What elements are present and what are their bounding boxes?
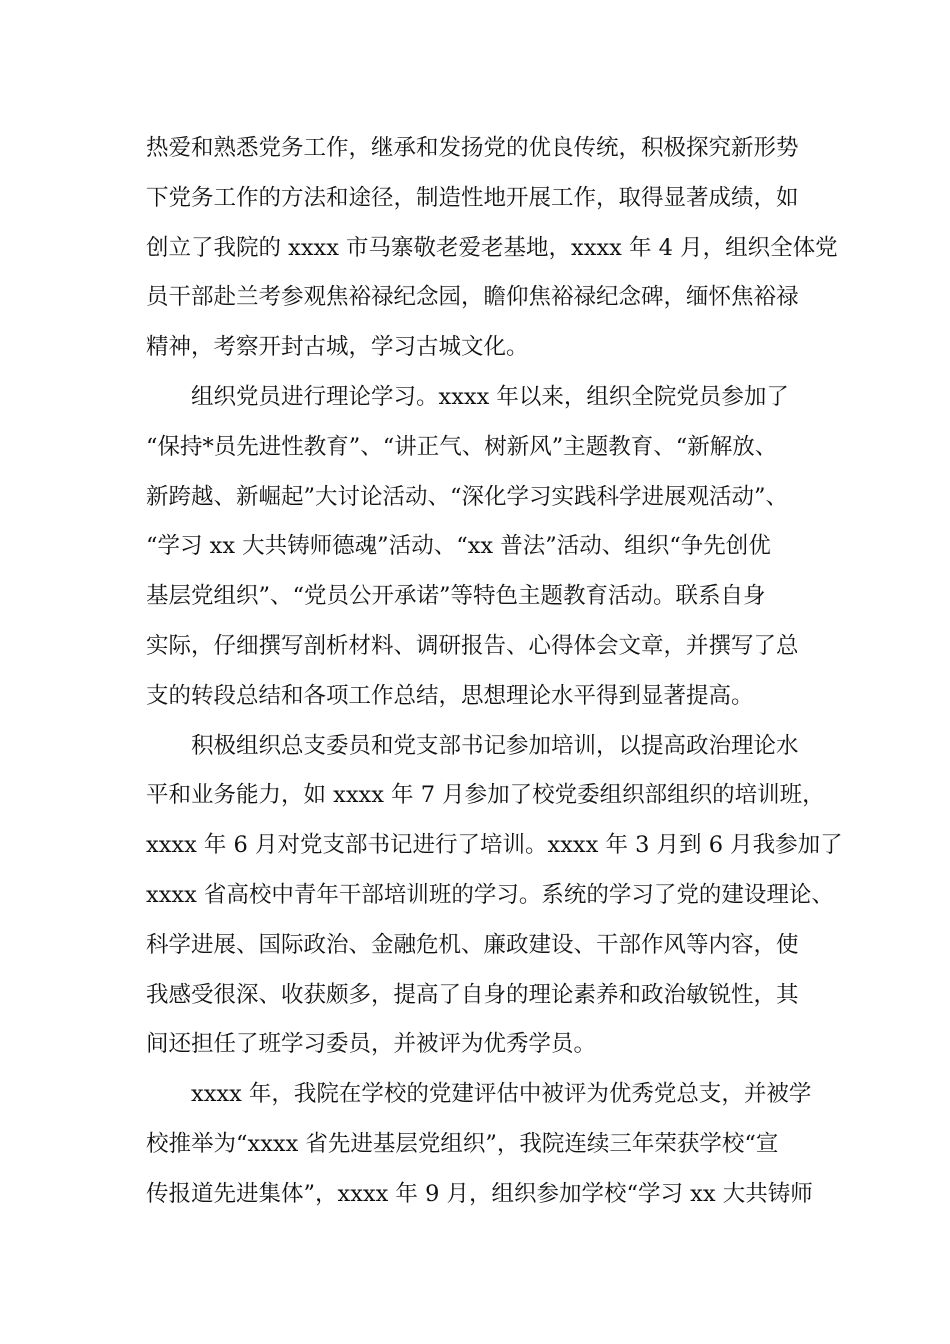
text-line: 新跨越、新崛起”大讨论活动、“深化学习实践科学进展观活动”、 [146,483,789,510]
text-line: 支的转段总结和各项工作总结，思想理论水平得到显著提高。 [146,682,754,709]
body-text [146,124,843,1220]
text-line: 传报道先进集体”，xxxx 年 9 月，组织参加学校“学习 xx 大共铸师 [146,1180,813,1207]
paragraph-2 [146,373,816,722]
text-line: xxxx 年 6 月对党支部书记进行了培训。xxxx 年 3 月到 6 月我参加了 [146,832,843,859]
text-line: 员干部赴兰考参观焦裕禄纪念园，瞻仰焦裕禄纪念碑，缅怀焦裕禄 [146,284,799,311]
text-line: xxxx 年，我院在学校的党建评估中被评为优秀党总支，并被学 [191,1081,812,1108]
text-line: 精神，考察开封古城，学习古城文化。 [146,334,529,361]
text-line: “学习 xx 大共铸师德魂”活动、“xx 普法”活动、组织“争先创优 [146,533,771,560]
text-line: 间还担任了班学习委员，并被评为优秀学员。 [146,1031,597,1058]
text-line: 平和业务能力，如 xxxx 年 7 月参加了校党委组织部组织的培训班， [146,782,825,809]
paragraph-4 [146,1070,816,1219]
paragraph-1 [146,124,838,373]
text-line: 校推举为“xxxx 省先进基层党组织”，我院连续三年荣获学校“宣 [146,1130,779,1157]
text-line: 实际，仔细撰写剖析材料、调研报告、心得体会文章，并撰写了总 [146,632,799,659]
text-line: 下党务工作的方法和途径，制造性地开展工作，取得显著成绩，如 [146,184,799,211]
text-line: 创立了我院的 xxxx 市马寨敬老爱老基地，xxxx 年 4 月，组织全体党 [146,234,838,261]
text-line: 积极组织总支委员和党支部书记参加培训，以提高政治理论水 [191,732,799,759]
text-line: 科学进展、国际政治、金融危机、廉政建设、干部作风等内容，使 [146,931,799,958]
text-line: 基层党组织”、“党员公开承诺”等特色主题教育活动。联系自身 [146,583,766,610]
text-line: 热爱和熟悉党务工作，继承和发扬党的优良传统，积极探究新形势 [146,135,799,161]
text-line: xxxx 省高校中青年干部培训班的学习。系统的学习了党的建设理论、 [146,881,834,908]
text-line: “保持*员先进性教育”、“讲正气、树新风”主题教育、“新解放、 [146,433,778,460]
text-line: 组织党员进行理论学习。xxxx 年以来，组织全院党员参加了 [191,383,789,410]
paragraph-3 [146,722,843,1071]
text-line: 我感受很深、收获颇多，提高了自身的理论素养和政治敏锐性，其 [146,981,799,1008]
